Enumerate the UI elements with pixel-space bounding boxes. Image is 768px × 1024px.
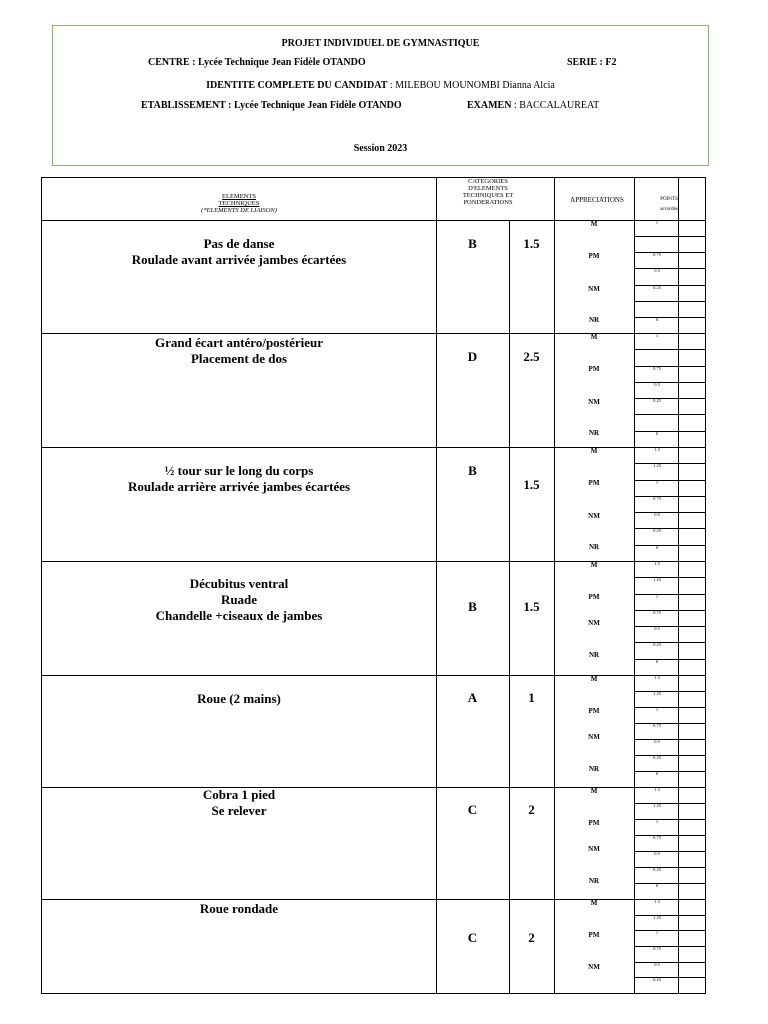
header-points-line: accordés bbox=[660, 207, 678, 212]
examen-line bbox=[467, 100, 599, 111]
header-cat-line: D'ELEMENTS bbox=[468, 185, 508, 192]
points-value: 1.5 bbox=[654, 675, 660, 680]
appreciation-label: PM bbox=[588, 931, 600, 939]
appreciation-label: M bbox=[590, 561, 598, 569]
points-value: 0.25 bbox=[653, 398, 661, 404]
points-value: 1.25 bbox=[653, 914, 661, 920]
points-value: 1.25 bbox=[653, 803, 661, 808]
category-value: A bbox=[467, 690, 478, 705]
appreciation-label: PM bbox=[588, 365, 600, 373]
technical-element-line: Pas de danse bbox=[203, 236, 275, 251]
identite-label: IDENTITE COMPLETE DU CANDIDAT bbox=[206, 80, 388, 91]
points-value: 0.75 bbox=[653, 365, 661, 371]
points-value: 0.75 bbox=[653, 495, 661, 501]
appreciation-label: NR bbox=[588, 765, 600, 773]
points-value: 0.5 bbox=[654, 512, 660, 518]
etablissement-line: ETABLISSEMENT : Lycée Technique Jean Fidèle OTANDO bbox=[141, 100, 402, 111]
points-value: 0.25 bbox=[653, 284, 661, 290]
points-subrow-divider bbox=[634, 236, 705, 237]
appreciation-label: NR bbox=[588, 543, 600, 551]
technical-element bbox=[42, 463, 436, 495]
points-value: 0.75 bbox=[653, 723, 661, 728]
serie-line: SERIE : F2 bbox=[567, 57, 617, 68]
technical-element-line: Placement de dos bbox=[190, 351, 288, 366]
points-value: 1.5 bbox=[654, 899, 660, 904]
points-value: 0 bbox=[655, 430, 659, 436]
identite-value: : MILEBOU MOUNOMBI Dianna Alcia bbox=[387, 80, 555, 91]
header-appreciations: APPRECIATIONS bbox=[570, 196, 624, 204]
appreciation-label: M bbox=[590, 220, 598, 228]
appreciation-label: M bbox=[590, 899, 598, 907]
points-value: 1 bbox=[655, 593, 659, 599]
points-value: 0 bbox=[655, 316, 659, 322]
header-elements-line2: TECHNIQUES bbox=[218, 200, 260, 207]
appreciation-label: NM bbox=[588, 619, 600, 627]
points-value: 0.5 bbox=[654, 626, 660, 632]
points-value: 0.75 bbox=[653, 835, 661, 840]
appreciation-label: PM bbox=[588, 593, 600, 601]
header-categories bbox=[438, 178, 538, 206]
category-value: C bbox=[467, 802, 478, 817]
technical-element bbox=[42, 236, 436, 268]
technical-element-line: Cobra 1 pied bbox=[202, 787, 276, 802]
appreciation-label: NR bbox=[588, 877, 600, 885]
points-value: 0.25 bbox=[653, 528, 661, 534]
points-subrow-divider bbox=[634, 349, 705, 350]
technical-element bbox=[42, 901, 436, 917]
session-line: Session 2023 bbox=[353, 143, 408, 154]
appreciation-label: M bbox=[590, 333, 598, 341]
points-value: 0.25 bbox=[653, 755, 661, 760]
appreciation-label: NR bbox=[588, 651, 600, 659]
points-value: 1.25 bbox=[653, 691, 661, 696]
technical-element-line: Roue (2 mains) bbox=[197, 691, 281, 706]
technical-element-line: Ruade bbox=[220, 592, 258, 607]
points-value: 1 bbox=[655, 819, 659, 824]
points-value: 1 bbox=[655, 333, 659, 338]
appreciation-label: M bbox=[590, 675, 598, 683]
weight-value: 2 bbox=[528, 802, 535, 817]
examen-label: EXAMEN bbox=[467, 100, 512, 111]
category-value: B bbox=[468, 463, 477, 478]
centre-line: CENTRE : Lycée Technique Jean Fidèle OTANDO bbox=[148, 57, 366, 68]
appreciation-label: PM bbox=[588, 819, 600, 827]
technical-element-line: Décubitus ventral bbox=[189, 576, 289, 591]
points-value: 0.75 bbox=[653, 252, 661, 258]
appreciation-label: NM bbox=[588, 512, 600, 520]
points-value: 1.5 bbox=[654, 447, 660, 452]
points-value: 0 bbox=[655, 883, 659, 888]
appreciation-label: PM bbox=[588, 252, 600, 260]
weight-value: 1.5 bbox=[523, 599, 540, 614]
category-value: C bbox=[467, 930, 478, 945]
identite-line bbox=[53, 80, 708, 91]
appreciation-label: M bbox=[590, 447, 598, 455]
technical-element-line: Roulade arrière arrivée jambes écartées bbox=[127, 479, 351, 494]
header-cat-line: PONDERATIONS bbox=[463, 199, 513, 206]
evaluation-table bbox=[41, 177, 706, 994]
document-title: PROJET INDIVIDUEL DE GYMNASTIQUE bbox=[281, 38, 480, 49]
technical-element bbox=[42, 335, 436, 367]
points-value: 0.5 bbox=[654, 851, 660, 856]
examen-value: : BACCALAUREAT bbox=[511, 100, 600, 111]
points-value: 0.5 bbox=[654, 961, 660, 967]
header-points-line: POINTS bbox=[660, 197, 678, 202]
appreciation-label: NM bbox=[588, 733, 600, 741]
points-value: 0 bbox=[655, 544, 659, 550]
technical-element-line: ½ tour sur le long du corps bbox=[164, 463, 314, 478]
points-subrow-divider bbox=[634, 301, 705, 302]
header-elements-techniques bbox=[187, 193, 291, 214]
header-elements-sub: (*ELEMENTS DE LIAISON) bbox=[201, 207, 277, 214]
technical-element-line: Roue rondade bbox=[199, 901, 279, 916]
points-value: 0.75 bbox=[653, 946, 661, 951]
appreciation-label: NR bbox=[588, 429, 600, 437]
points-value: 1 bbox=[655, 930, 659, 936]
appreciation-label: PM bbox=[588, 479, 600, 487]
points-value: 0.25 bbox=[653, 977, 661, 983]
appreciation-label: NM bbox=[588, 845, 600, 853]
points-value: 0.5 bbox=[654, 381, 660, 387]
points-value: 0 bbox=[655, 658, 659, 664]
header-cat-line: TECHNIQUES ET bbox=[462, 192, 514, 199]
header-box bbox=[52, 25, 709, 166]
appreciation-label: NR bbox=[588, 316, 600, 324]
technical-element-line: Grand écart antéro/postérieur bbox=[155, 335, 323, 350]
weight-value: 2.5 bbox=[523, 349, 540, 364]
points-value: 1 bbox=[655, 220, 659, 225]
points-value: 0.5 bbox=[654, 739, 660, 744]
header-cat-line: CATEGORIES bbox=[468, 178, 508, 185]
points-value: 1.5 bbox=[654, 561, 660, 566]
points-value: 0.25 bbox=[653, 867, 661, 872]
points-value: 0.5 bbox=[654, 268, 660, 274]
appreciation-label: NM bbox=[588, 963, 600, 971]
points-value: 1.25 bbox=[653, 577, 661, 583]
technical-element bbox=[42, 576, 436, 624]
header-points-accordes bbox=[634, 195, 704, 215]
appreciation-label: NM bbox=[588, 398, 600, 406]
technical-element bbox=[42, 691, 436, 707]
column-divider bbox=[436, 178, 437, 993]
header-elements-line1: ELEMENTS bbox=[222, 193, 256, 200]
weight-value: 1.5 bbox=[523, 477, 540, 492]
points-value: 1 bbox=[655, 707, 659, 712]
weight-value: 1.5 bbox=[523, 236, 540, 251]
points-value: 1.5 bbox=[654, 787, 660, 792]
category-value: B bbox=[468, 236, 477, 251]
technical-element-line: Se relever bbox=[211, 803, 267, 818]
technical-element-line: Roulade avant arrivée jambes écartées bbox=[131, 252, 347, 267]
weight-value: 2 bbox=[528, 930, 535, 945]
points-value: 0.75 bbox=[653, 609, 661, 615]
appreciation-label: NM bbox=[588, 285, 600, 293]
points-value: 1 bbox=[655, 479, 659, 485]
weight-value: 1 bbox=[528, 690, 535, 705]
category-value: D bbox=[467, 349, 478, 364]
column-divider bbox=[554, 178, 555, 993]
technical-element-line: Chandelle +ciseaux de jambes bbox=[155, 608, 323, 623]
appreciation-label: M bbox=[590, 787, 598, 795]
appreciation-label: PM bbox=[588, 707, 600, 715]
points-value: 1.25 bbox=[653, 463, 661, 469]
points-subrow-divider bbox=[634, 414, 705, 415]
points-value: 0 bbox=[655, 771, 659, 776]
points-value: 0.25 bbox=[653, 642, 661, 648]
technical-element bbox=[42, 787, 436, 819]
category-value: B bbox=[468, 599, 477, 614]
